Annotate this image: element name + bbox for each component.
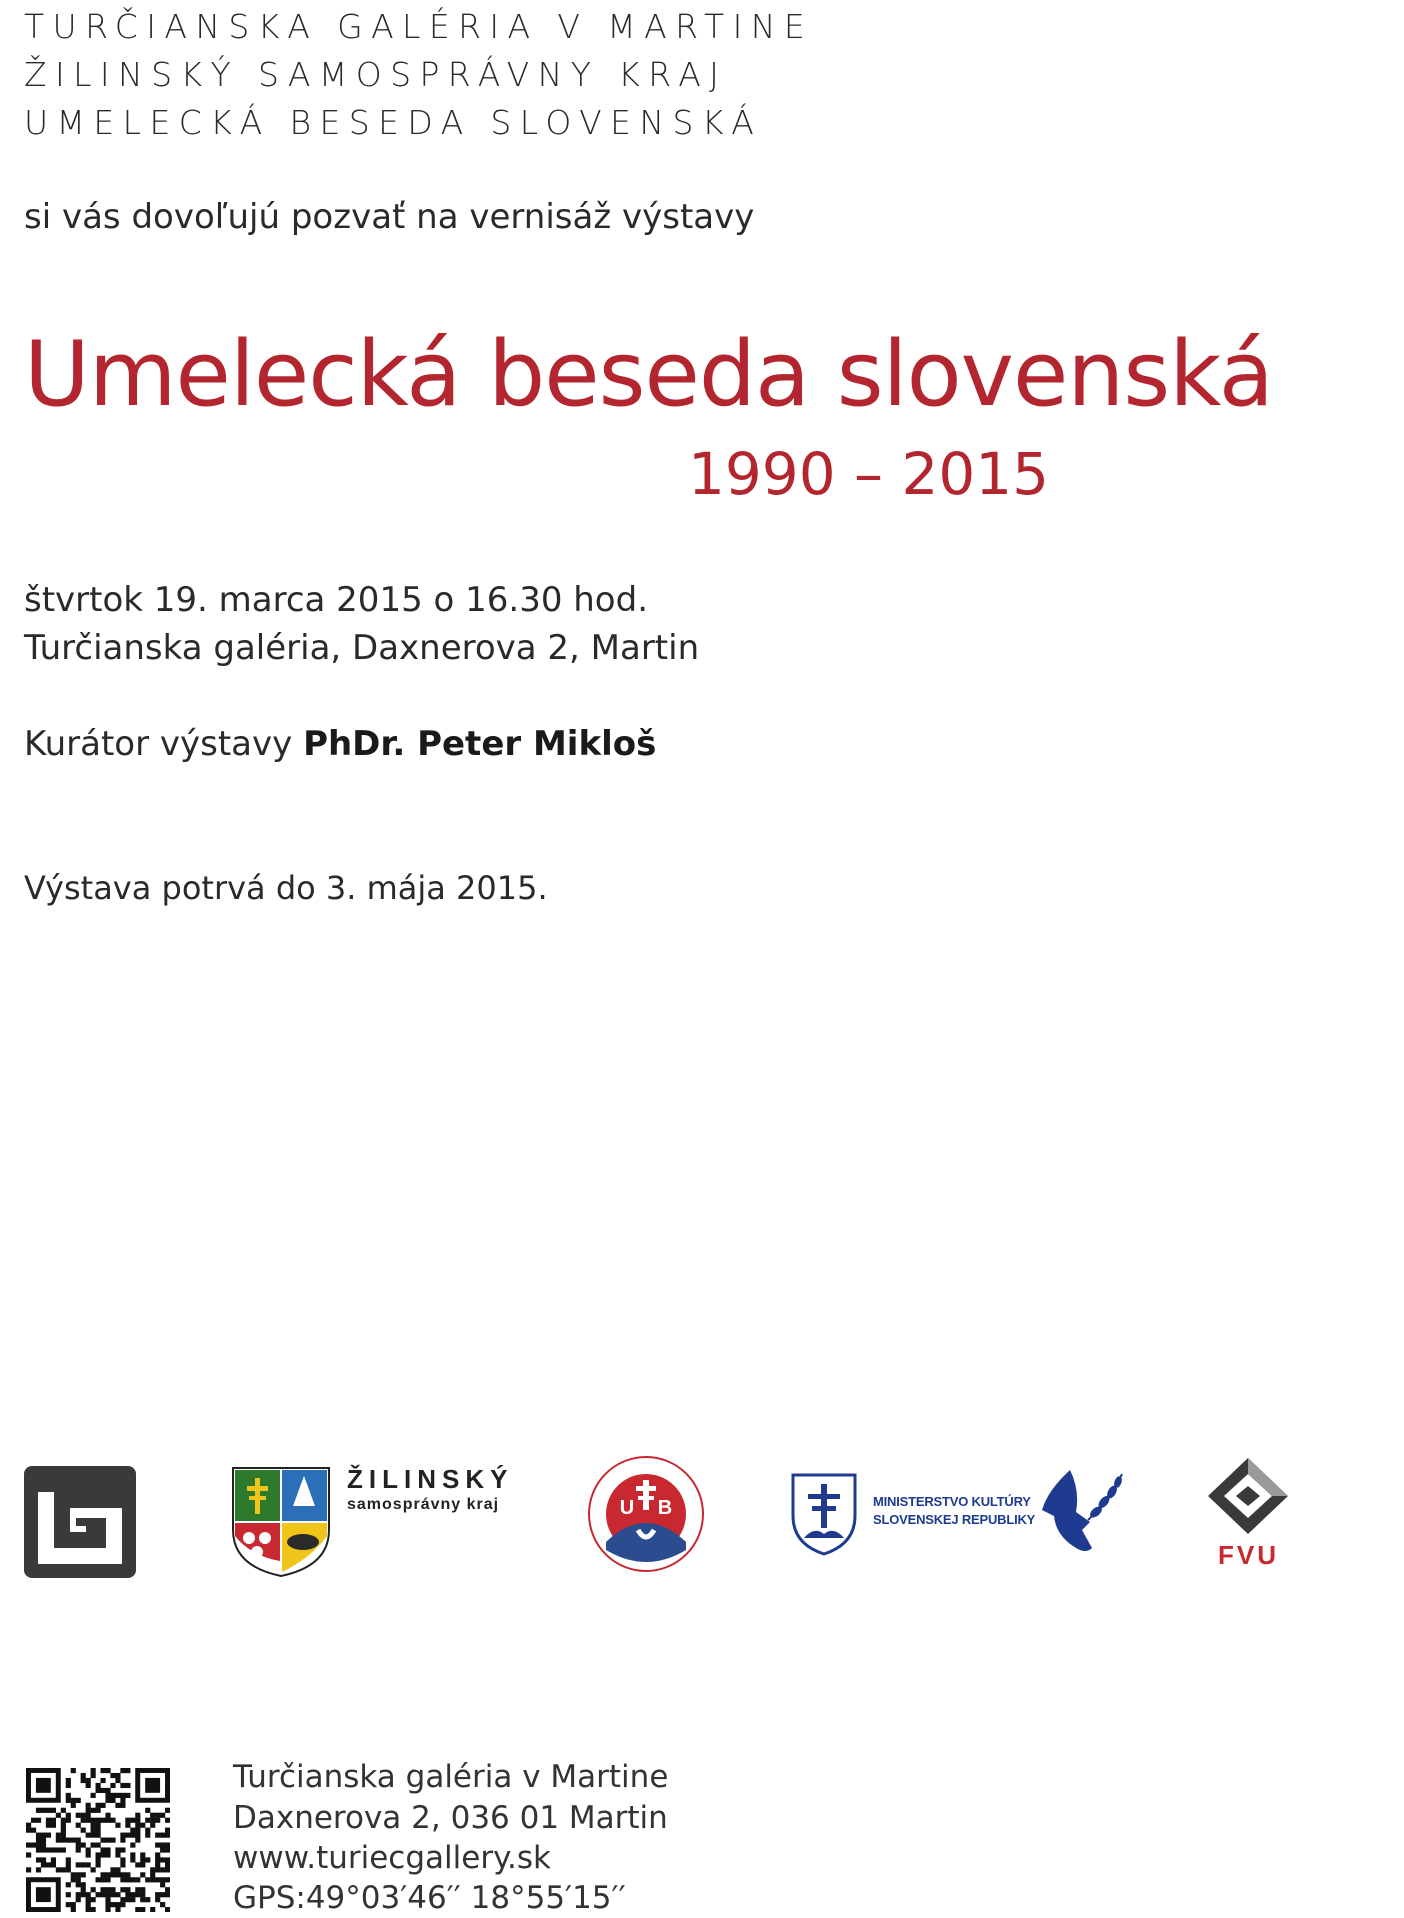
umelecka-beseda-logo	[586, 1454, 706, 1574]
organizer-line-1: TURČIANSKA GALÉRIA V MARTINE	[24, 7, 814, 46]
curator-label: Kurátor výstavy	[24, 724, 293, 764]
zilina-title: ŽILINSKÝ	[347, 1464, 514, 1494]
footer-website[interactable]: www.turiecgallery.sk	[233, 1840, 551, 1876]
footer-address: Daxnerova 2, 036 01 Martin	[233, 1800, 668, 1836]
exhibition-title: Umelecká beseda slovenská	[24, 322, 1273, 427]
footer-gallery-name: Turčianska galéria v Martine	[233, 1759, 669, 1795]
exhibition-years: 1990 – 2015	[688, 440, 1050, 508]
ubs-letter-b: B	[657, 1497, 673, 1519]
organizer-line-2: ŽILINSKÝ SAMOSPRÁVNY KRAJ	[24, 55, 728, 94]
turcianska-galeria-logo	[24, 1466, 136, 1578]
fvu-logo-icon	[1206, 1456, 1290, 1536]
ministry-line-2: SLOVENSKEJ REPUBLIKY	[873, 1512, 1036, 1527]
curator-name: PhDr. Peter Mikloš	[303, 724, 657, 764]
invitation-text: si vás dovoľujú pozvať na vernisáž výstavy	[24, 197, 755, 237]
ministry-head-laurel-icon	[1040, 1460, 1132, 1556]
duration-text: Výstava potrvá do 3. mája 2015.	[24, 869, 548, 907]
ministry-line-1: MINISTERSTVO KULTÚRY	[873, 1494, 1031, 1509]
organizer-line-3: UMELECKÁ BESEDA SLOVENSKÁ	[24, 103, 763, 142]
zilina-subtitle: samosprávny kraj	[347, 1496, 500, 1513]
qr-code[interactable]	[26, 1768, 170, 1912]
zilina-coat-of-arms-icon	[231, 1466, 331, 1578]
curator-line	[24, 724, 657, 764]
event-datetime: štvrtok 19. marca 2015 o 16.30 hod.	[24, 580, 649, 620]
footer-gps: GPS:49°03′46′′ 18°55′15′′	[233, 1880, 626, 1916]
slovak-coat-of-arms-icon	[790, 1472, 858, 1556]
event-place: Turčianska galéria, Daxnerova 2, Martin	[24, 628, 700, 668]
ubs-letter-u: U	[619, 1497, 635, 1519]
fvu-text: FVU	[1218, 1540, 1279, 1570]
